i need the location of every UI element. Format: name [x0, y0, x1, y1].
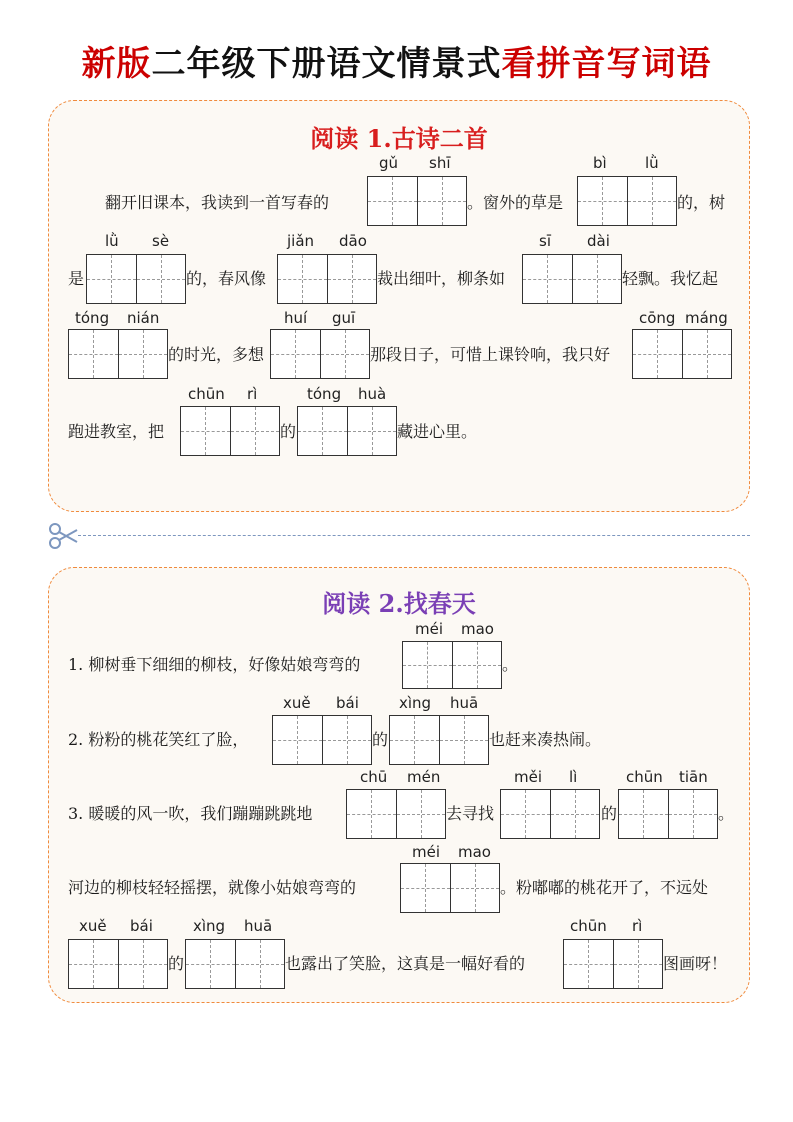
s2-l5-answer-grid-1[interactable] [68, 939, 168, 989]
s2-l1-text-2: 。 [502, 655, 519, 674]
s2-l5-text-3: 图画呀！ [663, 954, 728, 973]
s2-l2-answer-grid-1[interactable] [272, 715, 372, 765]
s1-l4-text-1: 跑进教室，把 [68, 422, 165, 441]
s2-l4-pinyin-1a: méi [412, 843, 441, 861]
s1-l3-pinyin-2b: guī [332, 309, 356, 327]
s2-l2-text-2: 的 [372, 730, 389, 749]
s2-l2-text-3: 也赶来凑热闹。 [489, 730, 602, 749]
s1-l3-text-2: 那段日子，可惜上课铃响，我只好 [370, 345, 611, 364]
s1-l3-pinyin-3a: cōng [639, 309, 676, 327]
s1-l2-text-3: 裁出细叶，柳条如 [377, 269, 506, 288]
s2-l3-pinyin-1a: chū [360, 768, 388, 786]
s2-l2-text-1: 2. 粉粉的桃花笑红了脸， [68, 730, 249, 749]
s1-l2-answer-grid-1[interactable] [86, 254, 186, 304]
s1-l2-text-2: 的，春风像 [186, 269, 267, 288]
s2-l3-text-4: 。 [718, 804, 735, 823]
s2-l4-text-2: 。粉嘟嘟的桃花开了，不远处 [500, 878, 709, 897]
s2-l5-pinyin-1b: bái [130, 917, 153, 935]
s2-l2-pinyin-1a: xuě [283, 694, 311, 712]
s2-l2-pinyin-2a: xìng [399, 694, 432, 712]
s1-l2-text-1: 是 [68, 269, 85, 288]
reading-panel-2 [48, 567, 750, 1003]
s2-l3-text-3: 的 [601, 804, 618, 823]
s1-l2-pinyin-2b: dāo [339, 232, 367, 250]
reading-panel-1 [48, 100, 750, 512]
s1-l3-pinyin-1a: tóng [75, 309, 110, 327]
s1-l1-pinyin-2a: bì [593, 154, 607, 172]
s1-l3-pinyin-3b: máng [685, 309, 728, 327]
s1-l3-pinyin-1b: nián [127, 309, 160, 327]
s1-l2-pinyin-1a: lǜ [105, 232, 119, 250]
s2-l3-answer-grid-2[interactable] [500, 789, 600, 839]
s2-l1-answer-grid-1[interactable] [402, 641, 502, 689]
s1-l4-pinyin-2a: tóng [307, 385, 342, 403]
s2-l2-pinyin-2b: huā [450, 694, 479, 712]
s2-l5-pinyin-3b: rì [632, 917, 643, 935]
s2-l3-answer-grid-3[interactable] [618, 789, 718, 839]
s1-l2-pinyin-1b: sè [152, 232, 170, 250]
s1-l4-answer-grid-2[interactable] [297, 406, 397, 456]
title-part-grade: 二年级下册语文情景式 [151, 44, 502, 84]
s1-l3-answer-grid-1[interactable] [68, 329, 168, 379]
s1-l4-pinyin-1b: rì [247, 385, 258, 403]
s1-l4-answer-grid-1[interactable] [180, 406, 280, 456]
s2-l2-pinyin-1b: bái [336, 694, 359, 712]
s1-l3-pinyin-2a: huí [284, 309, 308, 327]
s1-l1-pinyin-1a: gǔ [379, 154, 399, 172]
s1-l1-pinyin-1b: shī [429, 154, 451, 172]
scissors-icon [48, 522, 78, 550]
s1-l1-text-2: 。窗外的草是 [467, 193, 564, 212]
s1-l3-text-1: 的时光，多想 [168, 345, 265, 364]
s1-l2-pinyin-2a: jiǎn [287, 232, 315, 250]
s2-l4-answer-grid-1[interactable] [400, 863, 500, 913]
s1-l3-answer-grid-2[interactable] [270, 329, 370, 379]
cut-line [78, 535, 750, 536]
s2-l5-answer-grid-3[interactable] [563, 939, 663, 989]
s1-l4-pinyin-1a: chūn [188, 385, 225, 403]
s2-l5-text-1: 的 [168, 954, 185, 973]
s2-l4-text-1: 河边的柳枝轻轻摇摆，就像小姑娘弯弯的 [68, 878, 357, 897]
s2-l3-text-2: 去寻找 [446, 804, 495, 823]
section-1-title: 阅读 1.古诗二首 [310, 124, 488, 153]
section-2-title: 阅读 2.找春天 [322, 589, 476, 618]
s1-l4-text-2: 的 [280, 422, 297, 441]
s2-l5-text-2: 也露出了笑脸，这真是一幅好看的 [285, 954, 526, 973]
s2-l3-pinyin-3b: tiān [679, 768, 708, 786]
title-part-pinyin: 看拼音写词语 [501, 44, 712, 84]
s2-l5-answer-grid-2[interactable] [185, 939, 285, 989]
s2-l5-pinyin-2b: huā [244, 917, 273, 935]
s1-l2-answer-grid-3[interactable] [522, 254, 622, 304]
s2-l4-pinyin-1b: mao [458, 843, 491, 861]
s2-l3-pinyin-2a: měi [514, 768, 543, 786]
s2-l3-pinyin-2b: lì [569, 768, 578, 786]
s1-l2-text-4: 轻飘。我忆起 [622, 269, 719, 288]
s1-l3-answer-grid-3[interactable] [632, 329, 732, 379]
s2-l1-pinyin-1a: méi [415, 620, 444, 638]
s1-l2-answer-grid-2[interactable] [277, 254, 377, 304]
s1-l1-text-3: 的，树 [677, 193, 726, 212]
s2-l5-pinyin-2a: xìng [193, 917, 226, 935]
s2-l3-pinyin-1b: mén [407, 768, 441, 786]
s1-l1-answer-grid-2[interactable] [577, 176, 677, 226]
s1-l2-pinyin-3b: dài [587, 232, 610, 250]
s2-l3-answer-grid-1[interactable] [346, 789, 446, 839]
s1-l1-text-1: 翻开旧课本，我读到一首写春的 [105, 193, 330, 212]
s1-l4-text-3: 藏进心里。 [397, 422, 478, 441]
s2-l2-answer-grid-2[interactable] [389, 715, 489, 765]
s1-l2-pinyin-3a: sī [539, 232, 551, 250]
s2-l1-text-1: 1. 柳树垂下细细的柳枝，好像姑娘弯弯的 [68, 655, 361, 674]
s2-l3-text-1: 3. 暖暖的风一吹，我们蹦蹦跳跳地 [68, 804, 313, 823]
page-title [0, 38, 793, 90]
s1-l1-pinyin-2b: lǜ [645, 154, 659, 172]
s2-l1-pinyin-1b: mao [461, 620, 494, 638]
s1-l4-pinyin-2b: huà [358, 385, 387, 403]
s2-l5-pinyin-1a: xuě [79, 917, 107, 935]
title-part-new-edition: 新版 [81, 44, 152, 84]
s1-l1-answer-grid-1[interactable] [367, 176, 467, 226]
s2-l3-pinyin-3a: chūn [626, 768, 663, 786]
s2-l5-pinyin-3a: chūn [570, 917, 607, 935]
